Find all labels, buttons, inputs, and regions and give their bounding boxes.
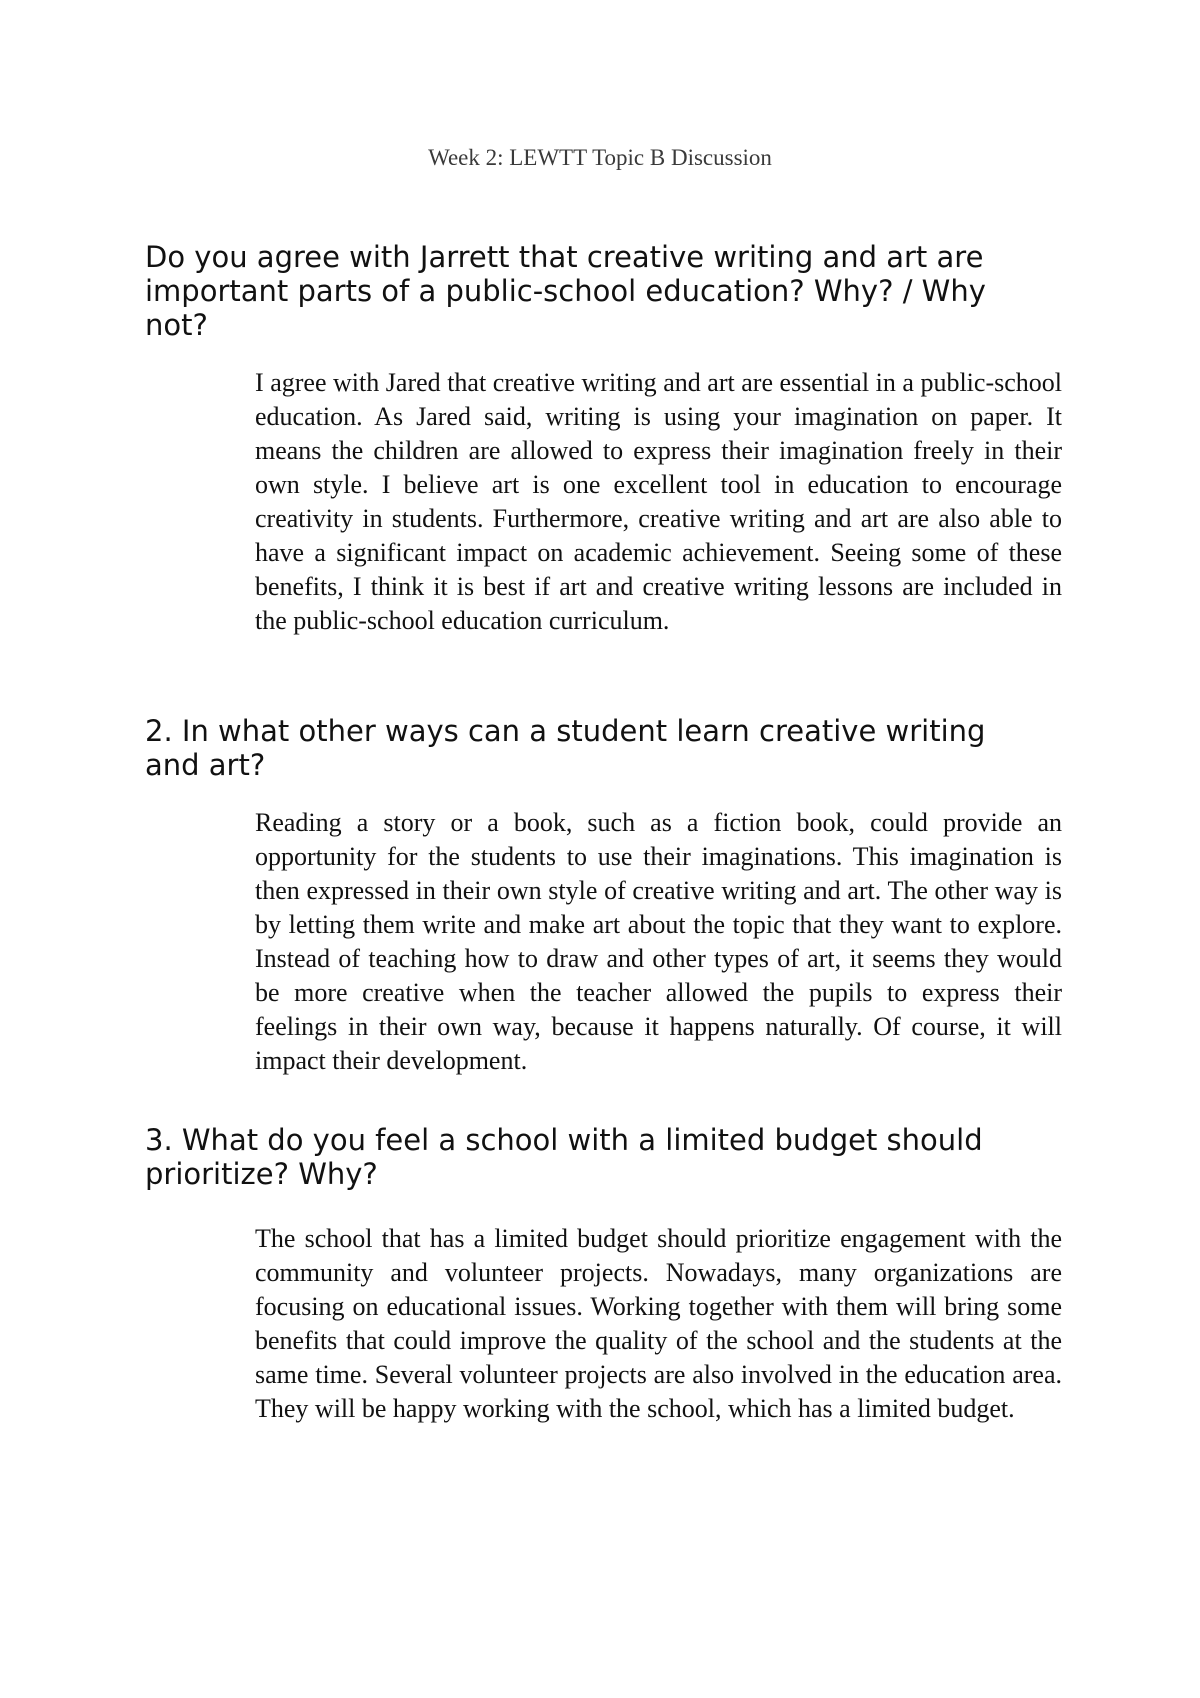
answer-1-paragraph: I agree with Jared that creative writing and art are essential in a public-school education. As Jared said, writing is using your imagination on paper. It means the children are allowed to express their imagination freely in their own style. I believe art is one excellent tool in education to encourage creativity in students. Furthermore, creative writing and art are also able to have a significant impact on academic achievement. Seeing some of these benefits, I think it is best if art and creative writing lessons are included in the public-school education curriculum. (255, 368, 1062, 635)
answer-3-paragraph: The school that has a limited budget should prioritize engagement with the community and volunteer projects. Nowadays, many organizations are focusing on educational issues. Working together with them will bring some benefits that could improve the quality of the school and the students at the same time. Several volunteer projects are also involved in the education area. They will be happy working with the school, which has a limited budget. (255, 1224, 1062, 1423)
document-title: Week 2: LEWTT Topic B Discussion (428, 145, 772, 170)
question-3-heading: 3. What do you feel a school with a limited budget should prioritize? Why? (145, 1123, 983, 1191)
question-2-heading: 2. In what other ways can a student learn creative writing and art? (145, 714, 986, 782)
question-1-heading: Do you agree with Jarrett that creative writing and art are important parts of a public-school education? Why? / Why not? (145, 240, 986, 342)
answer-2-paragraph: Reading a story or a book, such as a fiction book, could provide an opportunity for the students to use their imaginations. This imagination is then expressed in their own style of creative writing and art. The other way is by letting them write and make art about the topic that they want to explore. Instead of teaching how to draw and other types of art, it seems they would be more creative when the teacher allowed the pupils to express their feelings in their own way, because it happens naturally. Of course, it will impact their development. (255, 808, 1062, 1075)
